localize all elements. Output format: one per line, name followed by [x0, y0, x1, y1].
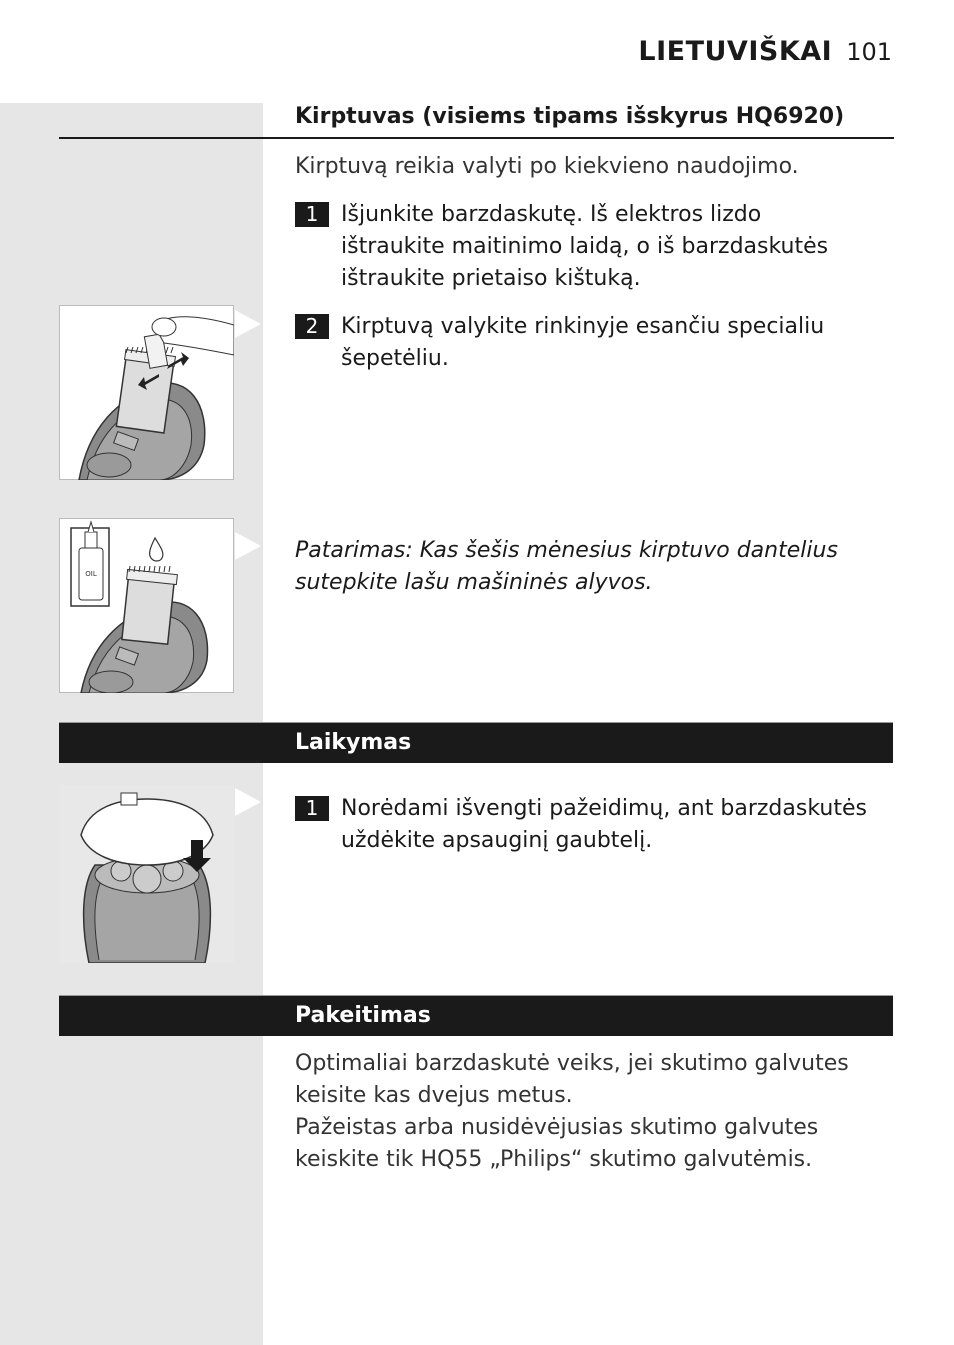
illustration-pointer — [235, 788, 261, 816]
section-title-storage: Laikymas — [295, 730, 412, 755]
page-number: 101 — [846, 38, 892, 66]
step-line: ištraukite prietaiso kištuką. — [341, 266, 641, 291]
step-line: uždėkite apsauginį gaubtelį. — [341, 828, 653, 853]
trimmer-step-2 — [295, 311, 895, 375]
step-text — [341, 793, 867, 857]
step-number-badge: 1 — [295, 796, 329, 821]
illustration-pointer — [235, 310, 261, 338]
illustration-pointer — [235, 532, 261, 560]
oil-bottle-label: OIL — [85, 570, 97, 578]
section-title-trimmer: Kirptuvas (visiems tipams išskyrus HQ6920) — [295, 104, 845, 129]
language-heading: LIETUVIŠKAI — [638, 36, 833, 67]
protection-cap-illustration — [59, 785, 234, 960]
storage-step-1 — [295, 793, 895, 857]
brush-cleaning-illustration — [59, 305, 234, 480]
section-bar-storage — [59, 722, 893, 763]
oil-lubrication-illustration — [59, 518, 234, 693]
step-line: ištraukite maitinimo laidą, o iš barzdaskutės — [341, 234, 829, 259]
text-line: keisite kas dvejus metus. — [295, 1083, 573, 1108]
step-text — [341, 199, 828, 295]
step-line: Išjunkite barzdaskutę. Iš elektros lizdo — [341, 202, 762, 227]
step-line: Norėdami išvengti pažeidimų, ant barzdaskutės — [341, 796, 867, 821]
trimmer-step-1 — [295, 199, 895, 295]
section-rule — [59, 137, 894, 139]
step-number-badge: 1 — [295, 202, 329, 227]
text-line: Optimaliai barzdaskutė veiks, jei skutimo galvutes — [295, 1051, 849, 1076]
step-number-badge: 2 — [295, 314, 329, 339]
tip-line: Patarimas: Kas šešis mėnesius kirptuvo dantelius — [295, 538, 838, 563]
text-line: keiskite tik HQ55 „Philips“ skutimo galvutėmis. — [295, 1147, 813, 1172]
oil-tip-text — [295, 535, 895, 599]
section-bar-replacement — [59, 995, 893, 1036]
step-line: Kirptuvą valykite rinkinyje esančiu specialiu — [341, 314, 825, 339]
replacement-text — [295, 1048, 849, 1176]
step-text — [341, 311, 824, 375]
page-header — [638, 36, 892, 67]
section-title-replacement: Pakeitimas — [295, 1003, 431, 1028]
trimmer-intro-text: Kirptuvą reikia valyti po kiekvieno naudojimo. — [295, 154, 799, 179]
tip-line: sutepkite lašu mašininės alyvos. — [295, 570, 653, 595]
step-line: šepetėliu. — [341, 346, 449, 371]
text-line: Pažeistas arba nusidėvėjusias skutimo galvutes — [295, 1115, 819, 1140]
